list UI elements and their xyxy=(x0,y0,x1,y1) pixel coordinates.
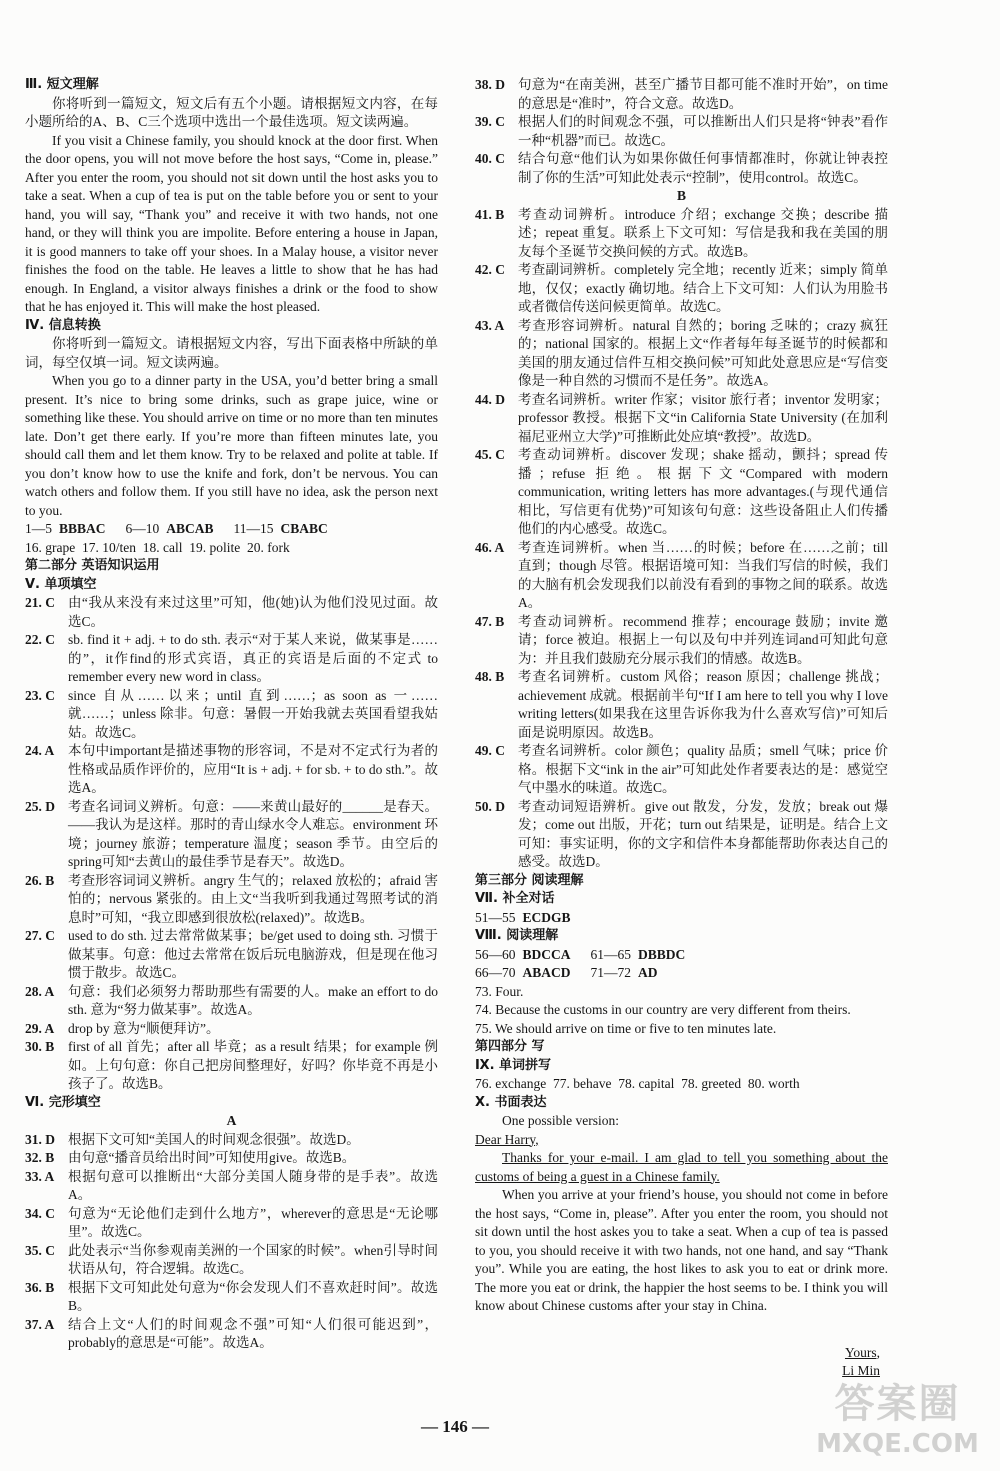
item-number: 24. A xyxy=(25,743,55,758)
item-explanation: sb. find it + adj. + to do sth. 表示“对于某人来说，做某事是……的”，it作find的形式宾语，真正的宾语是后面的不定式 to remember every new word in class。 xyxy=(68,632,438,684)
item-number: 42. C xyxy=(475,262,505,277)
item-number: 26. B xyxy=(25,872,55,888)
answer-range: 71—72 xyxy=(590,965,632,980)
letter-signature: Li Min xyxy=(842,1363,880,1378)
sample-version-label: One possible version: xyxy=(502,1113,619,1128)
item-number: 28. A xyxy=(25,983,55,999)
section-7-heading: Ⅶ. 补全对话 xyxy=(475,891,555,906)
section-4-passage: When you go to a dinner party in the USA, you’d better bring a small present. It’s nice to bring some drinks, such as grape juice, wine or something like these. You should arrive on time or no more than ten minutes late. Don’t get there early. If you’re more than fifteen minutes late, you should call them and let them know. Try to be relaxed and polite at table. If you don’t know how to use the knife and fork, don’t be nervous. You can watch others and follow them. If you still have no idea, ask the person next to you. xyxy=(25,373,438,518)
letter-closing-block xyxy=(475,1344,888,1381)
item-number: 40. C xyxy=(475,151,505,166)
section-9-heading: Ⅸ. 单词拼写 xyxy=(475,1057,552,1073)
item-explanation: 句意为“无论他们走到什么地方”，wherever的意思是“无论哪里”。故选C。 xyxy=(68,1205,438,1239)
item-explanation: 考查名词辨析。custom 风俗；reason 原因；challenge 挑战；achievement 成就。根据前半句“If I am here to tell you why I love writing letters(如果我在这里告诉你我为什么喜欢写信)”可知后面是说明原因。故选B。 xyxy=(518,669,888,740)
answer-item-24 xyxy=(25,742,438,798)
item-number: 38. D xyxy=(475,77,505,92)
part-4-heading: 第四部分 写 xyxy=(475,1039,545,1054)
answers-1-15 xyxy=(25,520,438,539)
item-number: 36. B xyxy=(25,1279,55,1295)
answer-range: 61—65 xyxy=(590,946,632,962)
item-number: 49. C xyxy=(475,743,505,758)
left-column xyxy=(25,76,438,1400)
item-explanation: 考查动词辨析。introduce 介绍；exchange 交换；describe 描述；repeat 重复。联系上下文可知：写信是我和我在美国的朋友每个圣诞节交换问候的方式。故选B。 xyxy=(518,206,888,259)
item-number: 32. B xyxy=(25,1150,55,1165)
right-column xyxy=(475,76,888,1418)
answer-letters: BBBAC xyxy=(59,521,106,536)
answer-item-22 xyxy=(25,631,438,687)
letter-salutation: Dear Harry, xyxy=(475,1131,539,1147)
item-number: 27. C xyxy=(25,928,55,943)
answer-75: 75. We should arrive on time or five to ten minutes late. xyxy=(475,1020,777,1036)
item-number: 34. C xyxy=(25,1205,55,1221)
answer-item-36 xyxy=(25,1279,438,1316)
section-5-heading: Ⅴ. 单项填空 xyxy=(25,576,97,592)
item-explanation: used to do sth. 过去常常做某事；be/get used to doing sth. 习惯于做某事。句意：他过去常常在饭后玩电脑游戏，但是现在他习惯于散步。故选C。 xyxy=(68,928,438,980)
item-number: 47. B xyxy=(475,613,505,629)
item-number: 35. C xyxy=(25,1242,55,1258)
answer-item-37 xyxy=(25,1316,438,1353)
answer-item-47 xyxy=(475,613,888,669)
item-number: 45. C xyxy=(475,447,505,462)
item-explanation: 考查动词短语辨析。give out 散发，分发，发放；break out 爆发；come out 出版，开花；turn out 结果是，证明是。结合上文可知：事实证明，你的文字和信件本身都能帮助你表达自己的感受。故选D。 xyxy=(518,798,888,869)
passage-b-label: B xyxy=(676,188,686,203)
section-8-heading: Ⅷ. 阅读理解 xyxy=(475,928,559,943)
answer-letters: ECDGB xyxy=(522,909,571,925)
answer-item-35 xyxy=(25,1242,438,1279)
item-explanation: 句意为“在南美洲，甚至广播节目都可能不准时开始”，on time的意思是“准时”，符合文意。故选D。 xyxy=(518,77,888,111)
answer-item-23 xyxy=(25,687,438,743)
answer-item-28 xyxy=(25,983,438,1020)
letter-paragraph-1: Thanks for your e-mail. I am glad to tell you something about the customs of being a guest in a Chinese family. xyxy=(475,1150,888,1184)
item-explanation: 考查名词辨析。writer 作家；visitor 旅行者；inventor 发明家；professor 教授。根据下文“in California State University (在加利福尼亚州立大学)”可推断此处应填“教授”。故选D。 xyxy=(518,391,888,444)
item-explanation: 考查名词辨析。color 颜色；quality 品质；smell 气味；price 价格。根据下文“ink in the air”可知此处作者要表达的是：感觉空气中墨水的味道。故选C。 xyxy=(518,743,888,795)
answer-item-42 xyxy=(475,261,888,317)
answer-item-48 xyxy=(475,668,888,742)
item-number: 43. A xyxy=(475,317,505,333)
answer-letters: AD xyxy=(638,965,658,980)
item-number: 29. A xyxy=(25,1020,55,1036)
item-number: 22. C xyxy=(25,632,55,647)
answer-item-38 xyxy=(475,76,888,113)
item-number: 23. C xyxy=(25,687,55,703)
answer-range: 56—60 xyxy=(475,946,516,962)
section-10-heading: Ⅹ. 书面表达 xyxy=(475,1094,547,1110)
answer-item-46 xyxy=(475,539,888,613)
answer-item-41 xyxy=(475,206,888,262)
answer-item-34 xyxy=(25,1205,438,1242)
answer-item-33 xyxy=(25,1168,438,1205)
page-number: — 146 — xyxy=(421,1417,489,1436)
item-number: 25. D xyxy=(25,798,55,814)
watermark-url: MXQE.COM xyxy=(816,1429,979,1459)
item-explanation: 根据下文可知“美国人的时间观念很强”。故选D。 xyxy=(68,1131,360,1147)
section-4-heading: Ⅳ. 信息转换 xyxy=(25,317,101,333)
answers-51-55 xyxy=(475,909,888,928)
answer-range: 11—15 xyxy=(233,521,274,536)
watermark-text: 答案圈 xyxy=(834,1381,961,1427)
section-3-passage: If you visit a Chinese family, you should knock at the door first. When the door opens, you will not move before the host says, “Come in, please.” After you enter the room, you should not sit down until the host asks you to take a seat. When a cup of tea is put on the table before you or sent to your hand, you will say, “Thank you” and receive it with two hands, not one hand, or they will think you are impolite. Before entering a house in Japan, it is good manners to take off your shoes. In a Malay house, a visitor never finishes the food on the table. He leaves a little to show that he has had enough. In England, a visitor always finishes a drink or the food to show that he has enjoyed it. This will make the host pleased. xyxy=(25,132,438,314)
item-number: 46. A xyxy=(475,539,505,555)
answer-letters: BDCCA xyxy=(522,946,571,962)
item-explanation: 结合句意“他们认为如果你做任何事情都准时，你就让钟表控制了你的生活”可知此处表示“控制”，使用control。故选C。 xyxy=(518,151,888,185)
item-explanation: 考查动词辨析。recommend 推荐；encourage 鼓励；invite 邀请；force 被迫。根据上一句以及句中并列连词and可知此句意为：并且我们鼓励充分展示我们的情感。故选B。 xyxy=(518,613,888,666)
item-number: 31. D xyxy=(25,1131,55,1147)
answer-item-39 xyxy=(475,113,888,150)
answer-letters: CBABC xyxy=(280,521,328,536)
answer-item-27 xyxy=(25,927,438,983)
item-explanation: 考查形容词词义辨析。angry 生气的；relaxed 放松的；afraid 害怕的；nervous 紧张的。由上文“当我听到我通过驾照考试的消息时”可知，“我立即感到很放松(relaxed)”。故选B。 xyxy=(68,872,438,925)
answer-letters: ABACD xyxy=(522,965,571,980)
part-2-heading: 第二部分 英语知识运用 xyxy=(25,558,160,573)
answer-range: 1—5 xyxy=(25,521,52,536)
answer-letters: ABCAB xyxy=(166,521,214,536)
answer-item-31 xyxy=(25,1131,438,1150)
answer-item-25 xyxy=(25,798,438,872)
item-number: 21. C xyxy=(25,595,55,610)
section-3-instruction: 你将听到一篇短文，短文后有五个小题。请根据短文内容，在每小题所给的A、B、C三个选项中选出一个最佳选项。短文读两遍。 xyxy=(25,95,438,129)
item-explanation: 由“我从来没有来过这里”可知，他(她)认为他们没见过面。故选C。 xyxy=(68,595,438,629)
answer-range: 6—10 xyxy=(125,521,160,536)
answer-item-26 xyxy=(25,872,438,928)
item-number: 44. D xyxy=(475,391,505,407)
answer-range: 66—70 xyxy=(475,965,516,980)
answer-74: 74. Because the customs in our country are very different from theirs. xyxy=(475,1002,851,1017)
answer-item-30 xyxy=(25,1038,438,1094)
section-3-heading: Ⅲ. 短文理解 xyxy=(25,77,99,92)
item-explanation: 考查动词辨析。discover 发现；shake 摇动，颤抖；spread 传播；refuse 拒绝。根据下文“Compared with modern communication, writing letters has more advantages.(与现代通信相比，写信更有优势)”可知该句句意：这些设备阻止人们传播他们的内心感受。故选C。 xyxy=(518,447,888,536)
item-explanation: 由句意“播音员给出时间”可知使用give。故选B。 xyxy=(68,1150,356,1165)
section-6-heading: Ⅵ. 完形填空 xyxy=(25,1094,101,1110)
answer-range: 51—55 xyxy=(475,909,516,925)
answer-item-43 xyxy=(475,317,888,391)
item-explanation: first of all 首先；after all 毕竟；as a result 结果；for example 例如。上句句意：你自己把房间整理好，好吗？你毕竟不再是小孩子了。故选B。 xyxy=(68,1039,438,1091)
item-number: 41. B xyxy=(475,206,505,222)
answers-56-65 xyxy=(475,946,888,965)
answer-item-44 xyxy=(475,391,888,447)
item-explanation: 考查连词辨析。when 当……的时候；before 在……之前；till 直到；though 尽管。根据语境可知：当我们写信的时候，我们的大脑有机会发现我们以前没有看到的事物之间的联系。故选A。 xyxy=(518,539,888,610)
answer-item-29 xyxy=(25,1020,438,1039)
item-explanation: 根据句意可以推断出“大部分美国人随身带的是手表”。故选A。 xyxy=(68,1168,438,1202)
item-explanation: since 自从……以来；until 直到……；as soon as 一……就……；unless 除非。句意：暑假一开始我就去英国看望我姑姑。故选C。 xyxy=(68,687,438,740)
answer-73: 73. Four. xyxy=(475,983,524,999)
answer-item-50 xyxy=(475,798,888,872)
item-number: 48. B xyxy=(475,669,505,684)
item-number: 37. A xyxy=(25,1316,55,1332)
letter-paragraph-2: When you arrive at your friend’s house, you should not come in before the host says, “Come in, please”. After you enter the room, you should not sit down until the host askes you to take a seat. When a cup of tea is passed to you, you should receive it with two hands, not one hand, and say “Thank you”. While you are eating, the host likes to ask you to eat or drink more. The more you eat or drink, the happier the host seems to be. I think you will know about Chinese customs after your stay in China. xyxy=(475,1187,888,1313)
item-explanation: 此处表示“当你参观南美洲的一个国家的时候”。when引导时间状语从句，符合逻辑。故选C。 xyxy=(68,1242,438,1276)
answers-16-20: 16. grape 17. 10/ten 18. call 19. polite 20. fork xyxy=(25,539,290,555)
item-explanation: 考查形容词辨析。natural 自然的；boring 乏味的；crazy 疯狂的；national 国家的。根据上文“作者每年每圣诞节的时候都和美国的朋友通过信件互相交换问候”可知此处意思应是“写信变像是一种自然的习惯而不是任务”。故选A。 xyxy=(518,317,888,388)
item-explanation: 考查名词词义辨析。句意：——来黄山最好的______是春天。——我认为是这样。那时的青山绿水令人难忘。environment 环境；journey 旅游；temperature 温度；season 季节。由空后的spring可知“去黄山的最佳季节是春天”。故选D。 xyxy=(68,798,438,869)
answer-item-49 xyxy=(475,742,888,798)
passage-a-label: A xyxy=(226,1113,237,1128)
answers-76-80: 76. exchange 77. behave 78. capital 78. greeted 80. worth xyxy=(475,1076,800,1091)
item-explanation: 考查副词辨析。completely 完全地；recently 近来；simply 简单地，仅仅；exactly 确切地。结合上下文可知：人们认为用脸书或者微信传送问候更简单。故选C。 xyxy=(518,262,888,314)
item-explanation: drop by 意为“顺便拜访”。 xyxy=(68,1020,220,1036)
item-explanation: 句意：我们必须努力帮助那些有需要的人。make an effort to do sth. 意为“努力做某事”。故选A。 xyxy=(68,983,438,1017)
item-number: 33. A xyxy=(25,1168,55,1184)
watermark-logo xyxy=(800,1380,995,1466)
answer-letters: DBBDC xyxy=(638,946,686,962)
answer-item-40 xyxy=(475,150,888,187)
item-number: 50. D xyxy=(475,798,505,814)
item-number: 39. C xyxy=(475,114,505,129)
answer-item-21 xyxy=(25,594,438,631)
item-number: 30. B xyxy=(25,1039,55,1054)
answers-66-72 xyxy=(475,964,888,983)
answer-item-45 xyxy=(475,446,888,539)
letter-closing: Yours, xyxy=(844,1344,880,1360)
item-explanation: 结合上文“人们的时间观念不强”可知“人们很可能迟到”，probably的意思是“可能”。故选A。 xyxy=(68,1316,438,1350)
item-explanation: 根据下文可知此处句意为“你会发现人们不喜欢赶时间”。故选B。 xyxy=(68,1279,438,1313)
item-explanation: 根据人们的时间观念不强，可以推断出人们只是将“钟表”看作一种“机器”而已。故选C。 xyxy=(518,114,888,148)
item-explanation: 本句中important是描述事物的形容词，不是对不定式行为者的性格或品质作评价的，应用“It is + adj. + for sb. + to do sth.”。故选A。 xyxy=(68,743,438,795)
part-3-heading: 第三部分 阅读理解 xyxy=(475,872,584,888)
answer-item-32 xyxy=(25,1149,438,1168)
section-4-instruction: 你将听到一篇短文。请根据短文内容，写出下面表格中所缺的单词，每空仅填一词。短文读两遍。 xyxy=(25,336,438,370)
